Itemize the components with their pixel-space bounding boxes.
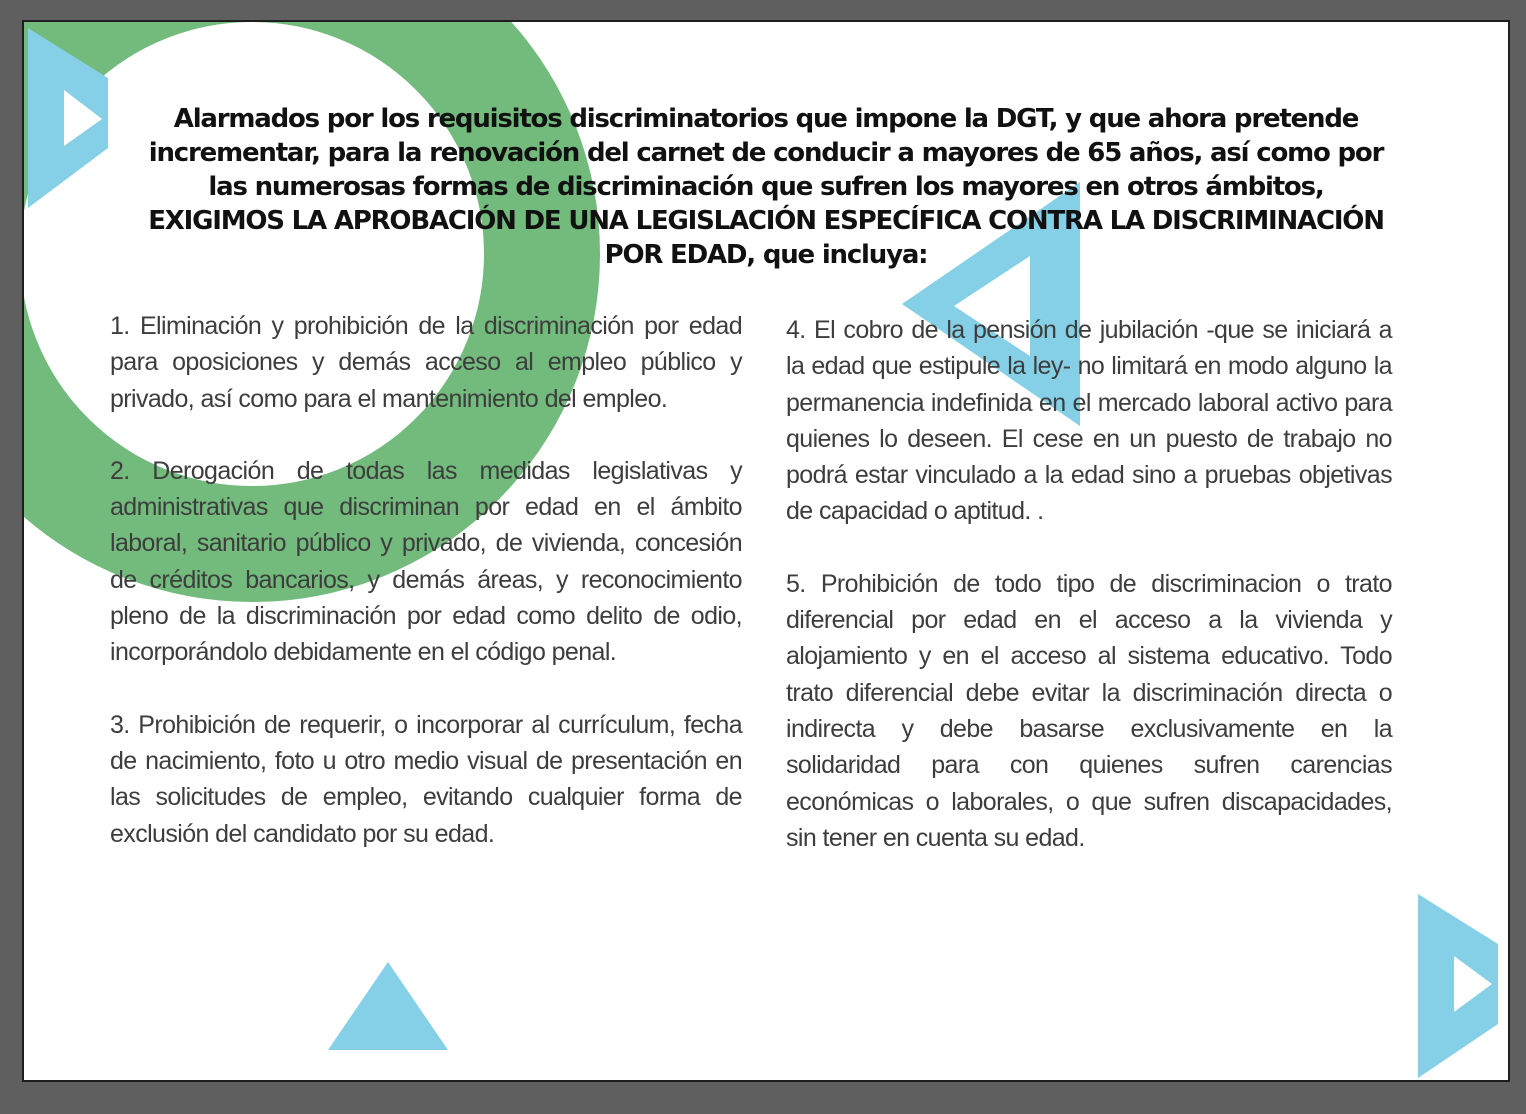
play-triangle-icon-bottom-right — [1418, 894, 1498, 1078]
page-heading: Alarmados por los requisitos discriminatorios que impone la DGT, y que ahora pretende incrementar, para la renovación del carnet de conducir a mayores de 65 años, así como por las numerosas formas de discriminación que sufren los mayores en otros ámbitos, EXIGIMOS LA APROBACIÓN DE UNA LEGISLACIÓN ESPECÍFICA CONTRA LA DISCRIMINACIÓN POR EDAD, que incluya: — [148, 104, 1384, 270]
triangle-shape — [328, 962, 448, 1050]
point-4: 4. El cobro de la pensión de jubilación -que se iniciará a la edad que estipule la ley- no limitará en modo alguno la permanencia indefinida en el mercado laboral activo para quienes lo deseen. El cese en un puesto de trabajo no podrá estar vinculado a la edad sino a pruebas objetivas de capacidad o aptitud. . — [786, 316, 1392, 526]
left-column — [110, 308, 742, 852]
point-1: 1. Eliminación y prohibición de la discriminación por edad para oposiciones y demás acceso al empleo público y privado, así como para el mantenimiento del empleo. — [110, 312, 742, 413]
document-page — [22, 20, 1510, 1082]
right-column — [786, 312, 1392, 856]
point-2: 2. Derogación de todas las medidas legislativas y administrativas que discriminan por edad en el ámbito laboral, sanitario público y privado, de vivienda, concesión de créditos bancarios, y demás áreas, y reconocimiento pleno de la discriminación por edad como delito de odio, incorporándolo debidamente en el código penal. — [110, 456, 742, 667]
point-3: 3. Prohibición de requerir, o incorporar al currículum, fecha de nacimiento, foto u otro medio visual de presentación en las solicitudes de empleo, evitando cualquier forma de exclusión del candidato por su edad. — [110, 710, 742, 848]
point-5: 5. Prohibición de todo tipo de discriminacion o trato diferencial por edad en el acceso a la vivienda y alojamiento y en el acceso al sistema educativo. Todo trato diferencial debe evitar la discriminación directa o indirecta y debe basarse exclusivamente en la solidaridad para con quienes sufren carencias económicas o laborales, o que sufren discapacidades, sin tener en cuenta su edad. — [786, 569, 1392, 852]
